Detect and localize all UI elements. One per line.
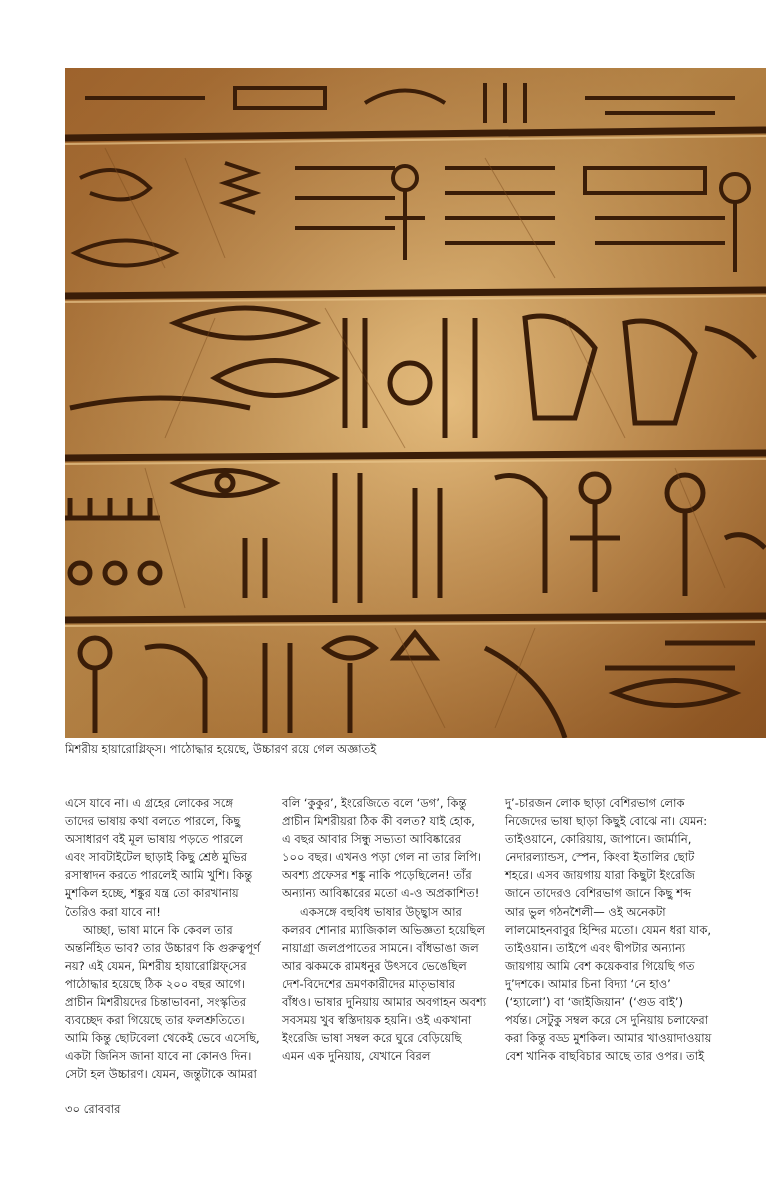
paragraph: দু’-চারজন লোক ছাড়া বেশিরভাগ লোক নিজেদের ভাষা ছাড়া কিছুই বোঝে না। যেমন: তাইওয়ানে, কোরিয়ায়, জাপানে। জার্মানি, নেদারল্যান্ডস, স্পেন, কিংবা ইতালির ছোট শহরে। এসব জায়গায় যারা কিছুটা ইংরেজি জানে তাদেরও বেশিরভাগ জানে কিছু শব্দ আর ভুল গঠনশৈলী— ওই অনেকটা লালমোহনবাবুর হিন্দির মতো। যেমন ধরা যাক, তাইওয়ান। তাইপে এবং দ্বীপটার অন্যান্য জায়গায় আমি বেশ কয়েকবার গিয়েছি গত দু’দশকে। আমার চিনা বিদ্যা ‘নে হাও’ (‘হ্যালো’) বা ‘জাইজিয়ান’ (‘গুড বাই’) পর্যন্ত। সেটুকু সম্বল করে সে দুনিয়ায় চলাফেরা করা কিন্তু বড্ড মুশকিল। আমার খাওয়াদাওয়ায় বেশ খানিক বাছবিচার আছে তার ওপর। তাই	[505, 796, 712, 1064]
paragraph: বলি ‘কুকুর’, ইংরেজিতে বলে ‘ডগ’, কিন্তু প্রাচীন মিশরীয়রা ঠিক কী বলত? যাই হোক, এ বছর আবার সিন্ধু সভ্যতা আবিষ্কারের ১০০ বছর। এখনও পড়া গেল না তার লিপি। অবশ্য প্রফেসর শঙ্কু নাকি পড়েছিলেন! তাঁর অন্যান্য আবিষ্কারের মতো এ-ও অপ্রকাশিত!	[282, 796, 482, 901]
paragraph: একসঙ্গে বহুবিধ ভাষার উচ্ছ্বাস আর কলরব শোনার ম্যাজিকাল অভিজ্ঞতা হয়েছিল নায়াগ্রা জলপ্রপাতের সামনে। বাঁধভাঙা জল আর ঝকমকে রামধনুর উৎসবে ভেঙেছিল দেশ-বিদেশের ভ্রমণকারীদের মাতৃভাষার বাঁধও। ভাষার দুনিয়ায় আমার অবগাহন অবশ্য সবসময় খুব স্বস্তিদায়ক হয়নি। ওই একখানা ইংরেজি ভাষা সম্বল করে ঘুরে বেড়িয়েছি এমন এক দুনিয়ায়, যেখানে বিরল	[282, 904, 487, 1064]
page-folio: ৩০ রোববার	[65, 1102, 121, 1116]
paragraph: এসে যাবে না। এ গ্রহের লোকের সঙ্গে তাদের ভাষায় কথা বলতে পারলে, কিছু অসাধারণ বই মূল ভাষায় পড়তে পারলে এবং সাবটাইটেল ছাড়াই কিছু শ্রেষ্ঠ মুভির রসাস্বাদন করতে পারলেই আমি খুশি। কিন্তু মুশকিল হচ্ছে, শঙ্কুর যন্ত্র তো কারখানায় তৈরিও করা যাবে না!	[65, 796, 253, 919]
text-column-1	[65, 794, 265, 1084]
hieroglyph-photo	[65, 68, 766, 738]
hieroglyph-illustration	[65, 68, 766, 738]
paragraph: আচ্ছা, ভাষা মানে কি কেবল তার অন্তর্নিহিত ভাব? তার উচ্চারণ কি গুরুত্বপূর্ণ নয়? এই যেমন, মিশরীয় হায়ারোগ্লিফ্‌সের পাঠোদ্ধার হয়েছে ঠিক ২০০ বছর আগে। প্রাচীন মিশরীয়দের চিন্তাভাবনা, সংস্কৃতির ব্যবচ্ছেদ করা গিয়েছে তার ফলশ্রুতিতে। আমি কিন্তু ছোটবেলা থেকেই ভেবে এসেছি, একটা জিনিস জানা যাবে না কোনও দিন। সেটা হল উচ্চারণ। যেমন, জন্তুটাকে আমরা	[65, 922, 261, 1082]
text-column-2	[282, 794, 487, 1065]
text-column-3	[505, 794, 713, 1065]
photo-caption: মিশরীয় হায়ারোগ্লিফ্‌স। পাঠোদ্ধার হয়েছে, উচ্চারণ রয়ে গেল অজ্ঞাতই	[65, 742, 377, 756]
